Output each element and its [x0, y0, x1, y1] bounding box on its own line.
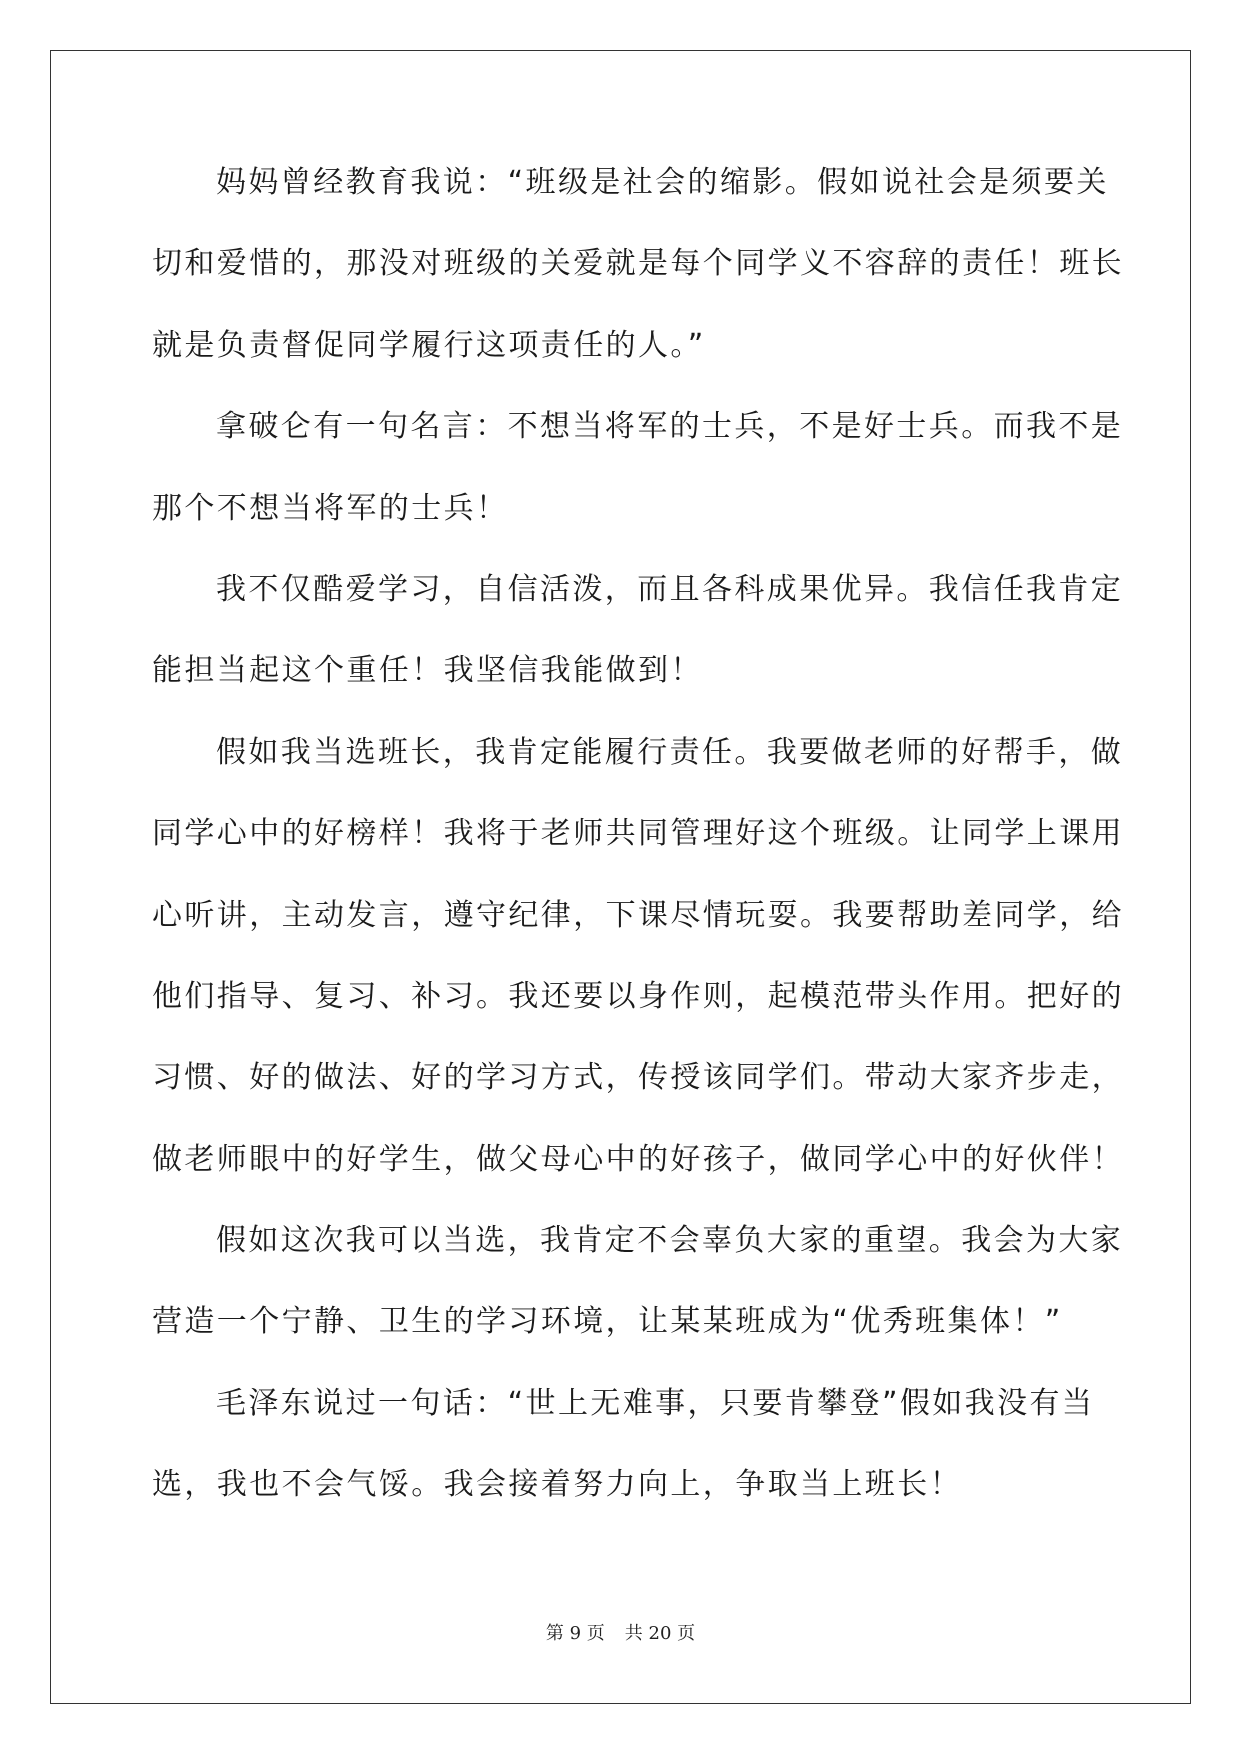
text-line: 能担当起这个重任！我坚信我能做到！	[152, 653, 703, 689]
text-line: 选，我也不会气馁。我会接着努力向上，争取当上班长！	[152, 1467, 962, 1503]
text-line: 就是负责督促同学履行这项责任的人。”	[152, 327, 706, 363]
text-line: 他们指导、复习、补习。我还要以身作则，起模范带头作用。把好的	[152, 978, 1124, 1014]
text-line: 切和爱惜的，那没对班级的关爱就是每个同学义不容辞的责任！班长	[152, 246, 1124, 282]
text-line: 习惯、好的做法、好的学习方式，传授该同学们。带动大家齐步走，	[152, 1060, 1124, 1096]
text-line: 假如这次我可以当选，我肯定不会辜负大家的重望。我会为大家	[216, 1223, 1124, 1259]
page-footer	[0, 1622, 1241, 1646]
text-line: 毛泽东说过一句话：“世上无难事，只要肯攀登”假如我没有当	[216, 1385, 1095, 1421]
text-line: 同学心中的好榜样！我将于老师共同管理好这个班级。让同学上课用	[152, 816, 1124, 852]
current-page-number: 第 9 页	[545, 1623, 605, 1644]
text-line: 那个不想当将军的士兵！	[152, 490, 509, 526]
text-line: 假如我当选班长，我肯定能履行责任。我要做老师的好帮手，做	[216, 734, 1124, 770]
text-line: 营造一个宁静、卫生的学习环境，让某某班成为“优秀班集体！”	[152, 1304, 1063, 1340]
document-body	[152, 162, 1124, 1546]
text-line: 妈妈曾经教育我说：“班级是社会的缩影。假如说社会是须要关	[216, 165, 1109, 200]
text-line: 心听讲，主动发言，遵守纪律，下课尽情玩耍。我要帮助差同学，给	[152, 897, 1124, 933]
text-line: 拿破仑有一句名言：不想当将军的士兵，不是好士兵。而我不是	[216, 409, 1124, 445]
text-line: 做老师眼中的好学生，做父母心中的好孩子，做同学心中的好伙伴！	[152, 1141, 1124, 1177]
text-line: 我不仅酷爱学习，自信活泼，而且各科成果优异。我信任我肯定	[216, 571, 1124, 607]
total-pages: 共 20 页	[624, 1623, 696, 1644]
